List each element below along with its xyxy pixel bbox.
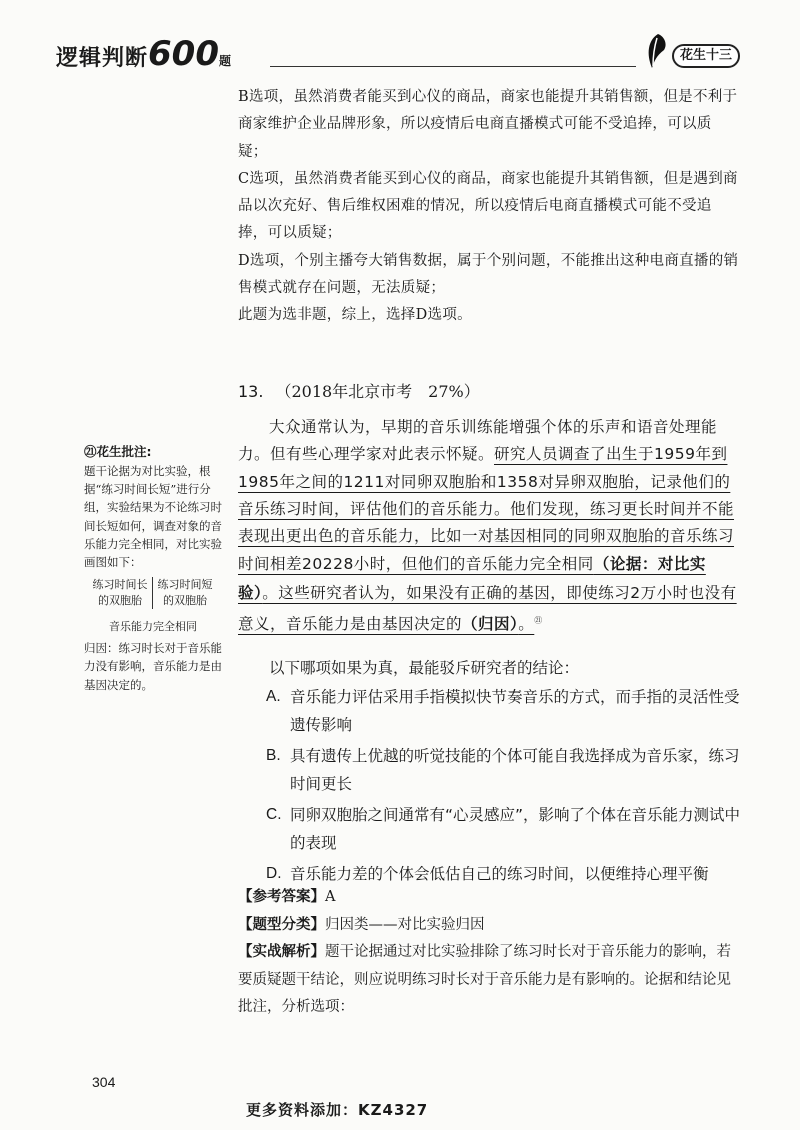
question-type <box>238 912 740 940</box>
stem-end: 。 <box>518 615 535 634</box>
short-practice-group: 练习时间短的双胞胎 <box>157 578 213 608</box>
header-rule <box>270 66 636 67</box>
evidence-tag: （论据：对比实验） <box>238 554 706 602</box>
book-title-prefix: 逻辑判断 <box>56 46 149 71</box>
option-a <box>266 683 742 739</box>
comparison-diagram <box>88 577 222 609</box>
option-text: 具有遗传上优越的听觉技能的个体可能自我选择成为音乐家，练习时间更长 <box>290 747 740 793</box>
stem-conclusion-text: 。这些研究者认为，如果没有正确的基因，即使练习2万小时也没有意义，音乐能力是由基因决定的 <box>238 583 737 634</box>
option-text: 音乐能力评估采用手指模拟快节奏音乐的方式，而手指的灵活性受遗传影响 <box>290 688 740 734</box>
stem-evidence-text: 研究人员调查了出生于1959年到1985年之间的1211对同卵双胞胎和1358对异卵双胞胎，记录他们的音乐练习时间，评估他们的音乐能力。他们发现，练习更长时间并不能表现出更出色的音乐能力，比如一对基因相同的同卵双胞胎的音乐练习时间相差20228小时，但他们的音乐能力完全相同 <box>238 445 735 574</box>
option-text: 同卵双胞胎之间通常有“心灵感应”，影响了个体在音乐能力测试中的表现 <box>290 806 741 852</box>
question-stem <box>238 414 740 639</box>
question-header <box>238 380 480 404</box>
answer-section <box>238 884 740 1022</box>
brand-logo <box>642 36 746 68</box>
reference-answer <box>238 884 740 912</box>
side-note-body: 题干论据为对比实验，根据“练习时间长短”进行分组，实验结果为不论练习时间长短如何，调查对象的音乐能力完全相同，对比实验画图如下： <box>84 464 222 570</box>
reference-answer-label: 【参考答案】 <box>238 889 325 905</box>
side-note-title: ㉑花生批注: <box>84 444 152 459</box>
option-letter: D. <box>266 865 282 882</box>
option-letter: C. <box>266 806 282 823</box>
side-annotation <box>84 442 222 694</box>
peanut-leaf-icon <box>644 32 668 72</box>
stem-intro: 大众通常认为，早期的音乐训练能增强个体的乐声和语音处理能力。但有些心理学家对此表示怀疑。 <box>238 418 718 464</box>
practical-analysis-text: 题干论据通过对比实验排除了练习时长对于音乐能力的影响，若要质疑题干结论，则应说明练习时长对于音乐能力是有影响的。论据和结论见批注，分析选项： <box>238 944 731 1015</box>
option-b <box>266 742 742 798</box>
reference-answer-value: A <box>325 889 336 905</box>
practical-analysis <box>238 939 740 1022</box>
long-practice-group: 练习时间长的双胞胎 <box>88 577 153 609</box>
analysis-option-c: C选项，虽然消费者能买到心仪的商品，商家也能提升其销售额，但是遇到商品以次充好、售后维权困难的情况，所以疫情后电商直播模式可能不受追捧，可以质疑； <box>238 170 738 242</box>
brand-label: 花生十三 <box>672 44 740 68</box>
book-title-suffix: 题 <box>219 54 233 68</box>
question-number: 13. <box>238 382 264 401</box>
book-title-number: 600 <box>148 34 219 74</box>
options-list <box>266 683 742 891</box>
page-number: 304 <box>92 1074 116 1090</box>
conclusion-tag: （归因） <box>462 614 519 634</box>
question-type-value: 归因类——对比实验归因 <box>325 916 485 933</box>
analysis-option-d: D选项，个别主播夸大销售数据，属于个别问题，不能推出这种电商直播的销售模式就存在问题，无法质疑； <box>238 252 739 297</box>
page-header <box>56 30 746 74</box>
option-text: 音乐能力差的个体会低估自己的练习时间，以便维持心理平衡 <box>290 865 709 883</box>
stem-evidence-underlined <box>238 445 737 633</box>
question-type-label: 【题型分类】 <box>238 916 325 933</box>
option-letter: B. <box>266 747 281 764</box>
side-note-conclusion: 归因：练习时长对于音乐能力没有影响，音乐能力是由基因决定的。 <box>84 641 222 692</box>
analysis-summary: 此题为选非题，综上，选择D选项。 <box>238 307 472 324</box>
analysis-option-b: B选项，虽然消费者能买到心仪的商品，商家也能提升其销售额，但是不利于商家维护企业品牌形象，所以疫情后电商直播模式可能不受追捧，可以质疑； <box>238 89 738 160</box>
question-source: （2018年北京市考 27%） <box>275 382 480 401</box>
book-title <box>56 34 232 74</box>
question-prompt: 以下哪项如果为真，最能驳斥研究者的结论： <box>269 659 580 677</box>
footer-note: 更多资料添加：KZ4327 <box>246 1101 429 1119</box>
practical-analysis-label: 【实战解析】 <box>238 944 325 960</box>
option-c <box>266 801 742 857</box>
option-letter: A. <box>266 688 281 705</box>
footnote-mark: ㉑ <box>534 616 543 626</box>
previous-analysis <box>238 84 740 330</box>
diagram-caption: 音乐能力完全相同 <box>109 620 197 634</box>
